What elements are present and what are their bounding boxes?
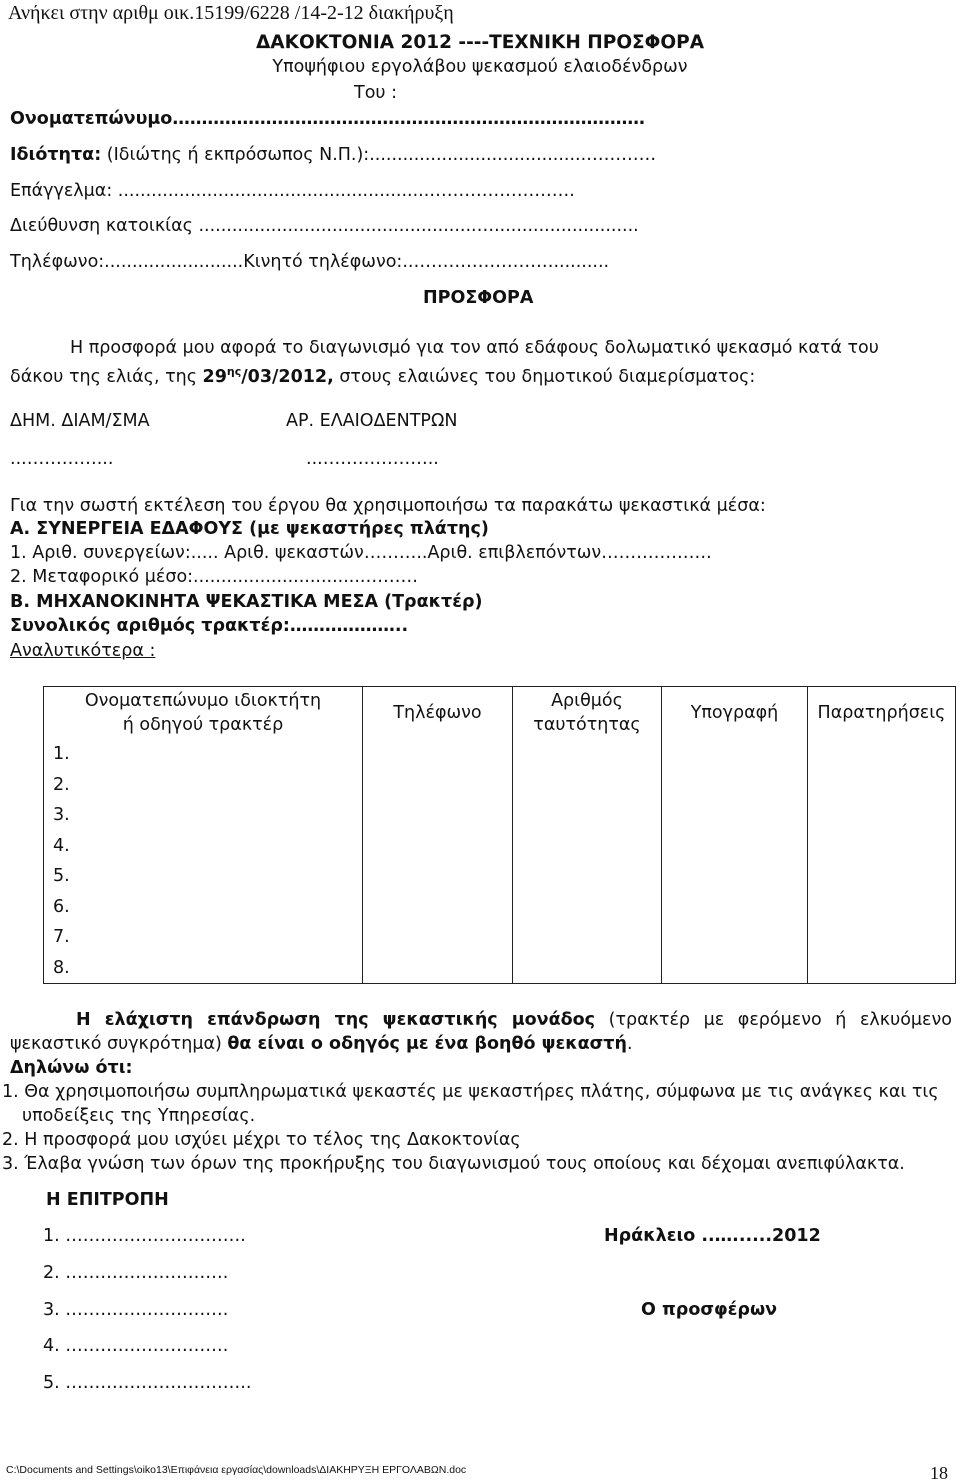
place-date: Ηράκλειο ..…......2012 — [604, 1226, 821, 1246]
owner-header — [44, 687, 362, 737]
offer-text-a: δάκου της ελιάς, της — [10, 366, 203, 387]
committee-member-5: 5. ………………………….. — [43, 1373, 252, 1393]
offer-date — [203, 367, 334, 387]
offer-paragraph-line2 — [10, 361, 755, 388]
id-header — [513, 687, 661, 737]
capacity-label: Ιδιότητα: — [10, 145, 102, 165]
committee-heading: Η ΕΠΙΤΡΟΠΗ — [46, 1190, 169, 1210]
offer-paragraph-line1: Η προσφορά μου αφορά το διαγωνισμό για τον από εδάφους δολωματικό ψεκασμό κατά του — [70, 338, 879, 358]
declaration-item-1-cont: υποδείξεις της Υπηρεσίας. — [22, 1106, 256, 1126]
tractor-table — [43, 686, 956, 984]
notes-column — [808, 687, 956, 984]
offer-heading: ΠΡΟΣΦΟΡΑ — [423, 288, 534, 308]
owner-header-line1: Ονοματεπώνυμο ιδιοκτήτη — [84, 691, 322, 711]
tractor-total: Συνολικός αριθμός τρακτέρ:……………….. — [10, 616, 409, 636]
staffing-bold: Η ελάχιστη επάνδρωση της ψεκαστικής μονάδος — [76, 1010, 596, 1030]
id-header-line1: Αριθμός — [551, 691, 623, 711]
table-row: 3. — [53, 805, 70, 825]
document-title: ΔΑΚΟΚΤΟΝΙΑ 2012 ----ΤΕΧΝΙΚΗ ΠΡΟΣΦΟΡΑ — [255, 32, 705, 53]
phone-column — [363, 687, 513, 984]
date-suffix: ης — [226, 365, 242, 378]
table-row: 1. — [53, 744, 70, 764]
owner-header-line2: ή οδηγού τρακτέρ — [122, 715, 284, 735]
olive-trees-value: ...……………….. — [306, 449, 439, 469]
table-row: 5. — [53, 866, 70, 886]
notes-header: Παρατηρήσεις — [817, 703, 946, 723]
profession-field: Επάγγελμα: ........................................................……………………. — [10, 181, 575, 201]
table-row: 7. — [53, 927, 70, 947]
municipal-district-value: ...…………... — [10, 449, 114, 469]
name-field: Ονοματεπώνυμο……………………………………………………………………… — [10, 109, 645, 129]
table-row: 8. — [53, 957, 70, 978]
ground-teams-counts: 1. Αριθ. συνεργείων:..... Αριθ. ψεκαστών………..Αριθ. επιβλεπόντων………………. — [10, 543, 712, 563]
owner-column — [44, 687, 363, 984]
tractor-means-heading: Β. ΜΗΧΑΝΟΚΙΝΗΤΑ ΨΕΚΑΣΤΙΚΑ ΜΕΣΑ (Τρακτέρ) — [10, 592, 483, 612]
detail-label: Αναλυτικότερα : — [10, 641, 156, 661]
document-subtitle: Υποψήφιου εργολάβου ψεκασμού ελαιοδένδρων — [272, 57, 688, 77]
staffing-paragraph — [10, 1008, 952, 1056]
declaration-item-3: 3. Έλαβα γνώση των όρων της προκήρυξης του διαγωνισμού τους οποίους και δέχομαι ανεπιφύλακτα. — [2, 1154, 905, 1174]
means-intro: Για την σωστή εκτέλεση του έργου θα χρησιμοποιήσω τα παρακάτω ψεκαστικά μέσα: — [10, 496, 766, 516]
address-field: Διεύθυνση κατοικίας ..................................................….......................... — [10, 216, 639, 236]
committee-member-4: 4. ………………………. — [43, 1336, 229, 1356]
declaration-item-2: 2. Η προσφορά μου ισχύει μέχρι το τέλος της Δακοκτονίας — [2, 1130, 521, 1150]
tou-label: Του : — [354, 83, 397, 103]
transport-means: 2. Μεταφορικό μέσο:...............................……… — [10, 567, 418, 587]
committee-member-2: 2. ………………………. — [43, 1263, 229, 1283]
municipal-district-label: ΔΗΜ. ΔΙΑΜ/ΣΜΑ — [10, 411, 150, 431]
committee-member-3: 3. ………………………. — [43, 1300, 229, 1320]
staffing-normal: (τρακτέρ με φερόμενο ή ελκυόμενο ψεκαστικό συγκρότημα) — [10, 1010, 952, 1054]
capacity-value: (Ιδιώτης ή εκπρόσωπος Ν.Π.):.......................................………… — [101, 145, 657, 165]
table-row: 4. — [53, 835, 70, 856]
phone-field: Τηλέφωνο:.........................Κινητό τηλέφωνο:..…………………….......... — [10, 252, 610, 272]
staffing-period: . — [626, 1034, 633, 1054]
signature-column — [662, 687, 808, 984]
olive-trees-label: ΑΡ. ΕΛΑΙΟΔΕΝΤΡΩΝ — [286, 411, 458, 431]
bidder-signature: Ο προσφέρων — [641, 1300, 778, 1320]
id-column — [513, 687, 662, 984]
signature-header: Υπογραφή — [690, 703, 779, 723]
page-number: 18 — [930, 1463, 948, 1483]
id-header-line2: ταυτότητας — [533, 715, 641, 735]
offer-text-b: στους ελαιώνες του δημοτικού διαμερίσματος: — [333, 366, 756, 387]
committee-member-1: 1. …………………………. — [43, 1226, 246, 1246]
declaration-heading: Δηλώνω ότι: — [10, 1058, 133, 1078]
declaration-item-1: 1. Θα χρησιμοποιήσω συμπληρωματικά ψεκαστές με ψεκαστήρες πλάτης, σύμφωνα με τις ανάγκες και τις — [2, 1082, 939, 1102]
row-numbers — [44, 739, 362, 983]
footer-file-path: C:\Documents and Settings\oiko13\Επιφάνεια εργασίας\downloads\ΔΙΑΚΗΡΥΞΗ ΕΡΓΟΛΑΒΩΝ.doc — [6, 1464, 467, 1476]
date-rest: /03/2012, — [241, 366, 334, 387]
table-row: 2. — [53, 774, 70, 795]
staffing-bold-end: θα είναι ο οδηγός με ένα βοηθό ψεκαστή — [227, 1034, 627, 1054]
date-day: 29 — [202, 366, 227, 387]
ground-teams-heading: Α. ΣΥΝΕΡΓΕΙΑ ΕΔΑΦΟΥΣ (με ψεκαστήρες πλάτης) — [10, 519, 489, 539]
capacity-field — [10, 144, 656, 166]
phone-header: Τηλέφωνο — [393, 703, 482, 723]
table-row: 6. — [53, 896, 70, 917]
top-note: Ανήκει στην αριθμ οικ.15199/6228 /14-2-12 διακήρυξη — [8, 2, 454, 24]
